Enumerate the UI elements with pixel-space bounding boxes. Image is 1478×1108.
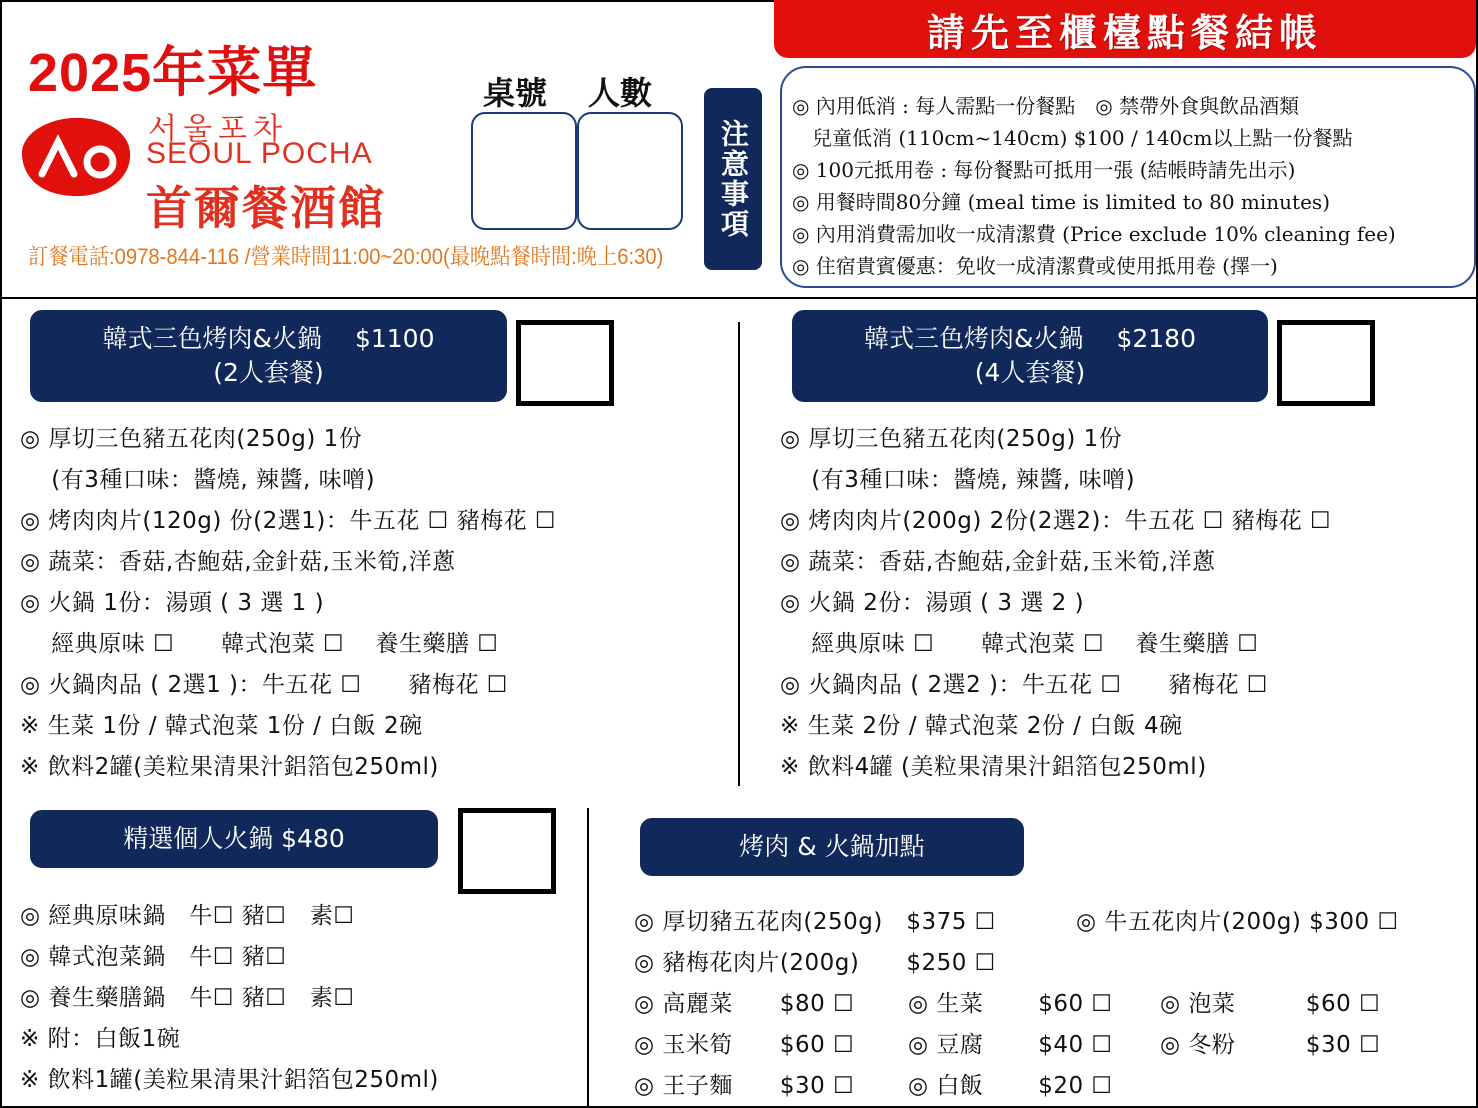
set-2-line: ◎ 火鍋肉品 ( 2選1 )：牛五花 ☐ 豬梅花 ☐ <box>20 672 508 698</box>
table-number-label: 桌號 <box>483 74 548 112</box>
addons-title <box>640 818 1024 876</box>
addon-item: ◎ 高麗菜 $80 ☐ <box>634 991 855 1017</box>
set-2-line: ◎ 烤肉肉片(120g) 份(2選1)：牛五花 ☐ 豬梅花 ☐ <box>20 508 557 534</box>
contact-hours: 訂餐電話:0978-844-116 /營業時間11:00~20:00(最晚點餐時間:晚上6:30) <box>28 244 664 269</box>
addon-item: ◎ 白飯 $20 ☐ <box>908 1073 1113 1099</box>
set-4-line: (有3種口味：醬燒, 辣醬, 味噌) <box>780 467 1136 493</box>
addon-item: ◎ 豬梅花肉片(200g) $250 ☐ <box>634 950 996 976</box>
addon-item: ◎ 厚切豬五花肉(250g) $375 ☐ <box>634 909 996 935</box>
table-number-field[interactable] <box>471 112 577 230</box>
set-2-order-checkbox[interactable] <box>516 320 614 406</box>
addon-item: ◎ 生菜 $60 ☐ <box>908 991 1113 1017</box>
note-line: ◎ 內用消費需加收一成清潔費 (Price exclude 10% cleaning fee) <box>792 222 1396 246</box>
set-4-order-checkbox[interactable] <box>1277 320 1375 406</box>
notes-panel <box>780 66 1476 288</box>
set-2-line: ◎ 厚切三色豬五花肉(250g) 1份 <box>20 426 363 452</box>
set-2-line: (有3種口味：醬燒, 辣醬, 味噌) <box>20 467 376 493</box>
header-divider <box>0 297 1478 299</box>
set-2-line: ◎ 火鍋 1份：湯頭 ( 3 選 1 ) <box>20 590 325 616</box>
note-line: 兒童低消 (110cm~140cm) $100 / 140cm以上點一份餐點 <box>792 126 1353 150</box>
set-4-line: ※ 生菜 2份 / 韓式泡菜 2份 / 白飯 4碗 <box>780 713 1183 739</box>
set-2-title <box>30 310 507 402</box>
set-2-subtitle: (2人套餐) <box>213 358 324 387</box>
set-4-line: 經典原味 ☐ 韓式泡菜 ☐ 養生藥膳 ☐ <box>780 631 1259 657</box>
set-4-line: ◎ 烤肉肉片(200g) 2份(2選2)：牛五花 ☐ 豬梅花 ☐ <box>780 508 1332 534</box>
addon-item: ◎ 豆腐 $40 ☐ <box>908 1032 1113 1058</box>
set-4-name: 韓式三色烤肉&火鍋 $2180 <box>864 324 1196 353</box>
people-count-label: 人數 <box>588 74 653 112</box>
set-4-line: ◎ 蔬菜：香菇,杏鮑菇,金針菇,玉米筍,洋蔥 <box>780 549 1216 575</box>
brand-name-chinese: 首爾餐酒館 <box>146 181 386 235</box>
set-4-title <box>792 310 1268 402</box>
personal-line: ◎ 養生藥膳鍋 牛☐ 豬☐ 素☐ <box>20 985 355 1011</box>
addon-item: ◎ 泡菜 $60 ☐ <box>1160 991 1381 1017</box>
note-line: ◎ 100元抵用卷 : 每份餐點可抵用一張 (結帳時請先出示) <box>792 158 1296 182</box>
set-4-line: ※ 飲料4罐 (美粒果清果汁鋁箔包250ml) <box>780 754 1207 780</box>
notes-tab: 注意事項 <box>704 88 762 270</box>
order-banner: 請先至櫃檯點餐結帳 <box>774 0 1476 58</box>
addons-name: 烤肉 & 火鍋加點 <box>739 832 925 861</box>
set-4-subtitle: (4人套餐) <box>974 358 1086 387</box>
set-2-name: 韓式三色烤肉&火鍋 $1100 <box>102 324 435 353</box>
addon-item: ◎ 玉米筍 $60 ☐ <box>634 1032 855 1058</box>
column-divider <box>587 808 589 1108</box>
menu-title: 2025年菜單 <box>28 43 318 103</box>
set-2-line: ※ 飲料2罐(美粒果清果汁鋁箔包250ml) <box>20 754 439 780</box>
note-line: ◎ 內用低消 : 每人需點一份餐點 ◎ 禁帶外食與飲品酒類 <box>792 94 1300 118</box>
personal-line: ※ 飲料1罐(美粒果清果汁鋁箔包250ml) <box>20 1067 439 1093</box>
set-2-line: ※ 生菜 1份 / 韓式泡菜 1份 / 白飯 2碗 <box>20 713 423 739</box>
personal-line: ◎ 韓式泡菜鍋 牛☐ 豬☐ <box>20 944 287 970</box>
set-4-line: ◎ 厚切三色豬五花肉(250g) 1份 <box>780 426 1123 452</box>
column-divider <box>738 322 740 786</box>
personal-hotpot-name: 精選個人火鍋 $480 <box>123 824 345 853</box>
addon-item: ◎ 牛五花肉片(200g) $300 ☐ <box>1076 909 1399 935</box>
addon-item: ◎ 冬粉 $30 ☐ <box>1160 1032 1381 1058</box>
people-count-field[interactable] <box>577 112 683 230</box>
addon-item: ◎ 王子麵 $30 ☐ <box>634 1073 855 1099</box>
personal-line: ※ 附：白飯1碗 <box>20 1026 181 1052</box>
set-2-line: 經典原味 ☐ 韓式泡菜 ☐ 養生藥膳 ☐ <box>20 631 499 657</box>
set-4-line: ◎ 火鍋 2份：湯頭 ( 3 選 2 ) <box>780 590 1085 616</box>
seoul-pocha-logo <box>12 112 134 200</box>
personal-hotpot-title <box>30 810 438 868</box>
set-2-line: ◎ 蔬菜：香菇,杏鮑菇,金針菇,玉米筍,洋蔥 <box>20 549 456 575</box>
brand-name-korean: 서울포차 <box>148 112 288 147</box>
brand-name-english: SEOUL POCHA <box>146 137 373 170</box>
personal-line: ◎ 經典原味鍋 牛☐ 豬☐ 素☐ <box>20 903 355 929</box>
note-line: ◎ 住宿貴賓優惠：免收一成清潔費或使用抵用卷 (擇一) <box>792 254 1278 278</box>
personal-order-checkbox[interactable] <box>458 808 556 894</box>
note-line: ◎ 用餐時間80分鐘 (meal time is limited to 80 minutes) <box>792 190 1330 214</box>
set-4-line: ◎ 火鍋肉品 ( 2選2 )：牛五花 ☐ 豬梅花 ☐ <box>780 672 1268 698</box>
